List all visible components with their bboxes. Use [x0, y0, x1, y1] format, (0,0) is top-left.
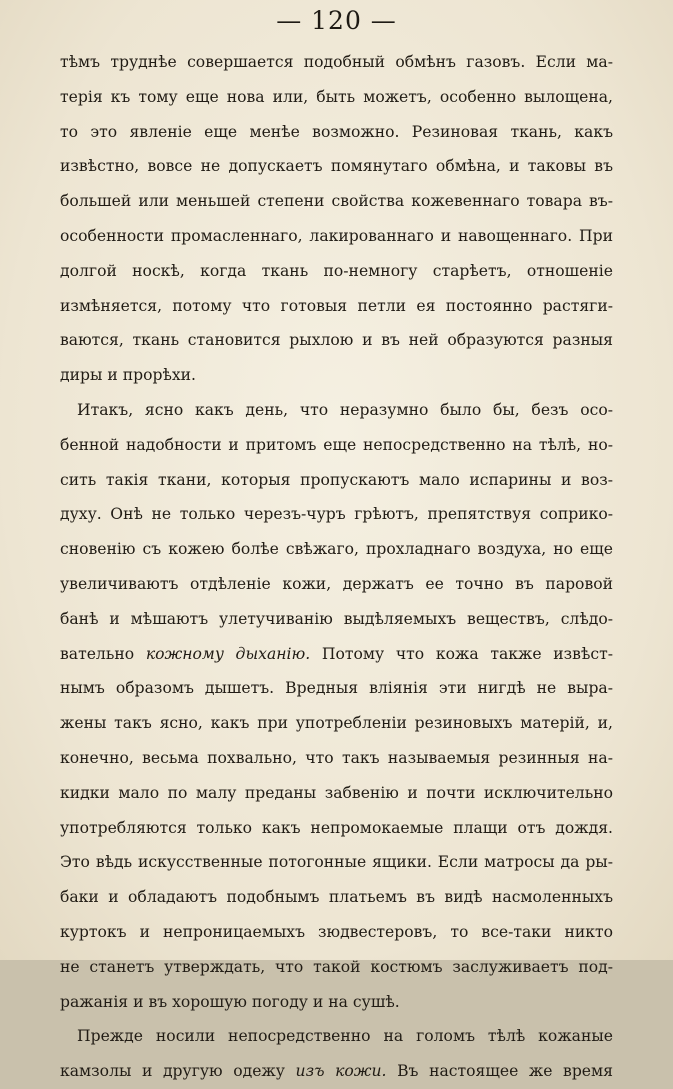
text-line: кидки мало по малу преданы забвенію и почти исключительно [60, 783, 613, 802]
text-line: извѣстно, вовсе не допускаетъ помянутаго обмѣна, и таковы въ [60, 157, 613, 176]
text-line: употребляются только какъ непромокаемые плащи отъ дождя. [60, 818, 613, 837]
text-line-with-italic [60, 637, 613, 672]
text-line: долгой носкѣ, когда ткань по-немногу старѣетъ, отношеніе [60, 261, 613, 280]
text-line: измѣняется, потому что готовыя петли ея постоянно растяги- [60, 296, 613, 315]
text-line: Прежде носили непосредственно на голомъ тѣлѣ кожаные [77, 1027, 613, 1046]
text-line: нымъ образомъ дышетъ. Вредныя вліянія эти нигдѣ не выра- [60, 679, 613, 698]
page-number: — 120 — [276, 6, 397, 35]
text-line: жены такъ ясно, какъ при употребленіи резиновыхъ матерій, и, [60, 714, 613, 733]
page-text [60, 45, 613, 1089]
text-run: вательно [60, 644, 146, 663]
text-line: тѣмъ труднѣе совершается подобный обмѣнъ газовъ. Если ма- [60, 53, 613, 71]
text-line: баки и обладаютъ подобнымъ платьемъ въ видѣ насмоленныхъ [60, 888, 613, 907]
text-line: то это явленіе еще менѣе возможно. Резиновая ткань, какъ [60, 122, 613, 141]
text-line: диры и прорѣхи. [60, 366, 196, 385]
text-line: увеличиваютъ отдѣленіе кожи, держатъ ее точно въ паровой [60, 574, 613, 593]
text-run: камзолы и другую одежу [60, 1062, 296, 1081]
text-line: ваются, ткань становится рыхлою и въ ней образуются разныя [60, 331, 613, 350]
text-line: конечно, весьма похвально, что такъ называемыя резинныя на- [60, 748, 613, 767]
italic-phrase: изъ кожи. [295, 1062, 387, 1081]
text-run: Въ настоящее же время [386, 1062, 614, 1081]
text-line: сновенію съ кожею болѣе свѣжаго, прохладнаго воздуха, но еще [60, 540, 613, 559]
text-line: сить такія ткани, которыя пропускаютъ мало испарины и воз- [60, 470, 613, 489]
text-line: особенности промасленнаго, лакированнаго и навощеннаго. При [60, 226, 613, 245]
text-line: ражанія и въ хорошую погоду и на сушѣ. [60, 992, 400, 1011]
text-line: большей или меньшей степени свойства кожевеннаго товара въ- [60, 192, 613, 211]
text-line: терія къ тому еще нова или, быть можетъ, особенно вылощена, [60, 87, 613, 106]
text-line: Это вѣдь искусственные потогонные ящики. Если матросы да ры- [60, 853, 613, 872]
text-line: банѣ и мѣшаютъ улетучиванію выдѣляемыхъ веществъ, слѣдо- [60, 609, 613, 628]
text-line: духу. Онѣ не только черезъ-чуръ грѣютъ, препятствуя соприко- [60, 505, 613, 524]
italic-phrase: кожному дыханію. [145, 644, 311, 663]
text-line: Итакъ, ясно какъ день, что неразумно было бы, безъ осо- [77, 400, 613, 419]
text-line: не станетъ утверждать, что такой костюмъ заслуживаетъ под- [60, 957, 613, 976]
text-run: Потому что кожа также извѣст- [310, 644, 613, 663]
text-line: бенной надобности и притомъ еще непосредственно на тѣлѣ, но- [60, 435, 613, 454]
text-line-with-italic [60, 1054, 613, 1089]
text-line: куртокъ и непроницаемыхъ зюдвестеровъ, то все-таки никто [60, 922, 613, 941]
